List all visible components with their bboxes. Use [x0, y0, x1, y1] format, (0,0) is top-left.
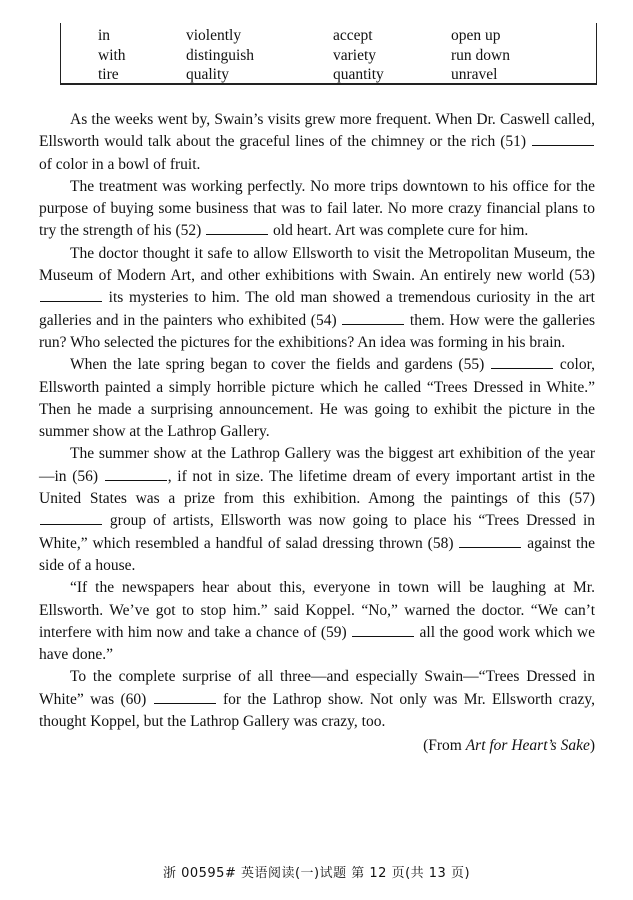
answer-blank-56: [105, 479, 167, 481]
paragraph-text: color, Ellsworth painted a simply horrible picture which he called “Trees Dressed in White.” Then he made a surprising announcement. He was going to exhibit the picture in the summer show at the Lathrop Gallery.: [39, 356, 595, 441]
answer-blank-53: [40, 300, 102, 302]
paragraph-text: “If the newspapers hear about this, everyone in town will be laughing at Mr. Ellsworth. We’ve got to stop him.” said Koppel. “No,” warned the doctor. “We can’t interfere with him now and take a chance of (59): [39, 579, 595, 641]
word-bank-table: [98, 26, 581, 85]
word-bank-cell: in: [98, 27, 111, 44]
answer-blank-60: [154, 702, 216, 704]
word-bank-cell: run down: [451, 46, 510, 64]
passage: [39, 109, 595, 757]
word-bank-cell: distinguish: [186, 46, 255, 64]
paragraph-3: [39, 243, 595, 354]
word-bank-cell: quality: [186, 66, 230, 83]
paragraph-text: The summer show at the Lathrop Gallery was the biggest art exhibition of the year—in (56): [39, 445, 595, 485]
answer-blank-52: [206, 233, 268, 235]
page-footer: 浙 00595# 英语阅读(一)试题 第 12 页(共 13 页): [162, 866, 471, 881]
word-bank-cell: variety: [333, 46, 377, 64]
paragraph-text: When the late spring began to cover the fields and gardens (55): [70, 356, 491, 374]
word-bank-cell: unravel: [451, 66, 498, 83]
word-bank-row: [98, 26, 581, 46]
answer-blank-51: [532, 144, 594, 146]
paragraph-text: group of artists, Ellsworth was now going to place his “Trees Dressed in White,” which resembled a handful of salad dressing thrown (58): [39, 512, 595, 552]
word-bank-body: [98, 26, 581, 85]
source-title: Art for Heart’s Sake: [465, 737, 590, 755]
paragraph-text: its mysteries to him. The old man showed a tremendous curiosity in the art galleries and in the painters who exhibited (54): [39, 289, 595, 329]
answer-blank-58: [459, 546, 521, 548]
paragraph-text: all the good work which we have done.”: [39, 623, 595, 664]
paragraph-text: To the complete surprise of all three—and especially Swain—“Trees Dressed in White” was (60): [39, 668, 595, 708]
word-bank-cell: quantity: [333, 66, 384, 83]
word-bank-cell: accept: [333, 27, 373, 44]
paragraph-text: against the side of a house.: [39, 534, 595, 574]
answer-blank-57: [40, 523, 102, 525]
paragraph-text: The doctor thought it safe to allow Ellsworth to visit the Metropolitan Museum, the Museum of Modern Art, and other exhibitions with Swain. An entirely new world (53): [39, 244, 595, 285]
answer-blank-55: [491, 367, 553, 369]
answer-blank-59: [352, 635, 414, 637]
paragraph-1: [39, 109, 595, 176]
word-bank-cell: tire: [98, 66, 119, 83]
paragraph-6: [39, 577, 595, 666]
paragraph-text: old heart. Art was complete cure for him.: [269, 222, 529, 240]
word-bank-cell: violently: [186, 27, 242, 44]
source-suffix: ): [589, 737, 595, 755]
paragraph-text: of color in a bowl of fruit.: [39, 155, 201, 173]
paragraph-text: As the weeks went by, Swain’s visits grew more frequent. When Dr. Caswell called, Ellsworth would talk about the graceful lines of the chimney or the rich (51): [39, 111, 595, 151]
answer-blank-54: [342, 323, 404, 325]
word-bank-row: [98, 46, 581, 66]
source-citation: [39, 735, 595, 757]
paragraph-text: , if not in size. The lifetime dream of every important artist in the United States was a prize from this exhibition. Among the paintings of this (57): [39, 467, 595, 508]
paragraph-2: [39, 176, 595, 243]
paragraph-text: The treatment was working perfectly. No more trips downtown to his office for the purpose of buying some business that was to fail later. No more crazy financial plans to try the strength of his (52): [39, 177, 595, 240]
word-bank-cell: open up: [451, 27, 501, 44]
word-bank-row: [98, 65, 581, 85]
paragraph-7: [39, 666, 595, 733]
paragraph-text: for the Lathrop show. Not only was Mr. Ellsworth crazy, thought Koppel, but the Lathrop Gallery was crazy, too.: [39, 690, 595, 731]
word-bank-box: [60, 23, 597, 85]
word-bank-cell: with: [98, 46, 126, 64]
paragraph-text: them. How were the galleries run? Who selected the pictures for the exhibitions? An idea was forming in his brain.: [39, 311, 595, 351]
paragraph-4: [39, 354, 595, 443]
paragraph-5: [39, 443, 595, 577]
source-prefix: (From: [423, 737, 466, 755]
